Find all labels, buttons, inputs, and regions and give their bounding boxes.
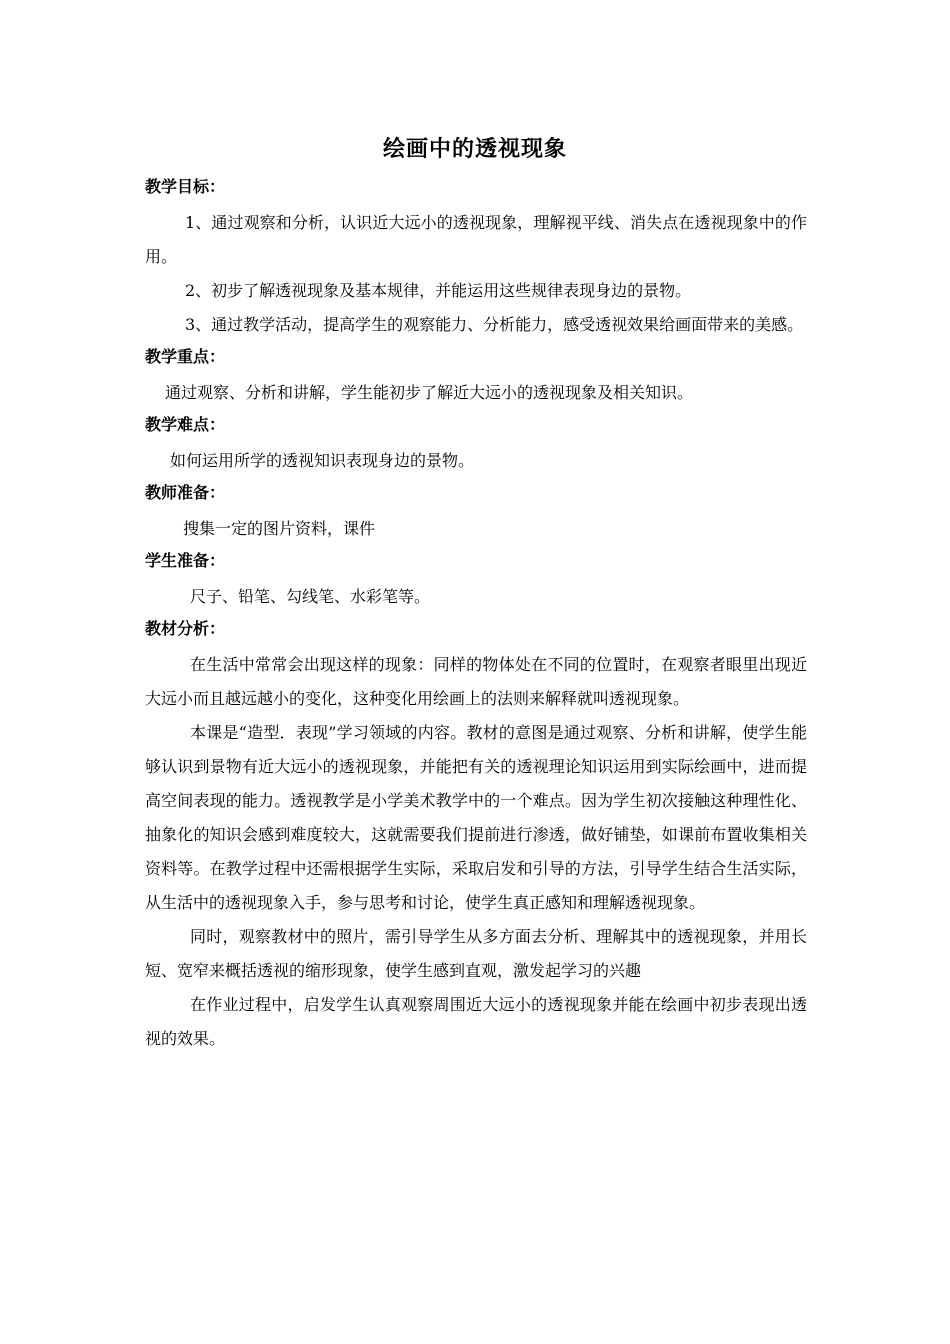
objective-item-3: 3、通过教学活动，提高学生的观察能力、分析能力，感受透视效果给画面带来的美感。 [185, 315, 804, 334]
student-prep-heading: 学生准备： [145, 551, 226, 570]
section-analysis [145, 616, 807, 1056]
section-difficulties [145, 412, 807, 478]
section-objectives [145, 174, 807, 342]
analysis-paragraph-4: 在作业过程中，启发学生认真观察周围近大远小的透视现象并能在绘画中初步表现出透视的效果。 [145, 995, 807, 1048]
document-title: 绘画中的透视现象 [382, 137, 567, 162]
analysis-paragraph-2: 本课是“造型．表现”学习领域的内容。教材的意图是通过观察、分析和讲解，使学生能够认识到景物有近大远小的透视现象，并能把有关的透视理论知识运用到实际绘画中，进而提高空间表现的能力。透视教学是小学美术教学中的一个难点。因为学生初次接触这种理性化、抽象化的知识会感到难度较大，这就需要我们提前进行渗透，做好铺垫，如课前布置收集相关资料等。在教学过程中还需根据学生实际，采取启发和引导的方法，引导学生结合生活实际，从生活中的透视现象入手，参与思考和讨论，使学生真正感知和理解透视现象。 [145, 723, 807, 912]
student-prep-text: 尺子、铅笔、勾线笔、水彩笔等。 [190, 587, 431, 606]
section-teacher-prep [145, 480, 807, 546]
objective-item-1: 1、通过观察和分析，认识近大远小的透视现象，理解视平线、消失点在透视现象中的作用。 [145, 213, 807, 266]
section-key-points [145, 344, 807, 410]
key-points-text: 通过观察、分析和讲解，学生能初步了解近大远小的透视现象及相关知识。 [165, 383, 694, 402]
key-points-heading: 教学重点： [145, 347, 226, 366]
objectives-heading: 教学目标： [145, 177, 226, 196]
analysis-heading: 教材分析： [145, 619, 226, 638]
difficulties-text: 如何运用所学的透视知识表现身边的景物。 [170, 451, 475, 470]
objective-item-2: 2、初步了解透视现象及基本规律，并能运用这些规律表现身边的景物。 [185, 281, 692, 300]
teacher-prep-heading: 教师准备： [145, 483, 226, 502]
analysis-paragraph-3: 同时，观察教材中的照片，需引导学生从多方面去分析、理解其中的透视现象，并用长短、宽窄来概括透视的缩形现象，使学生感到直观，激发起学习的兴趣 [145, 927, 807, 980]
analysis-paragraph-1: 在生活中常常会出现这样的现象：同样的物体处在不同的位置时，在观察者眼里出现近大远小而且越远越小的变化，这种变化用绘画上的法则来解释就叫透视现象。 [145, 655, 807, 708]
document-body [145, 174, 807, 1058]
teacher-prep-text: 搜集一定的图片资料，课件 [183, 519, 376, 538]
difficulties-heading: 教学难点： [145, 415, 226, 434]
section-student-prep [145, 548, 807, 614]
